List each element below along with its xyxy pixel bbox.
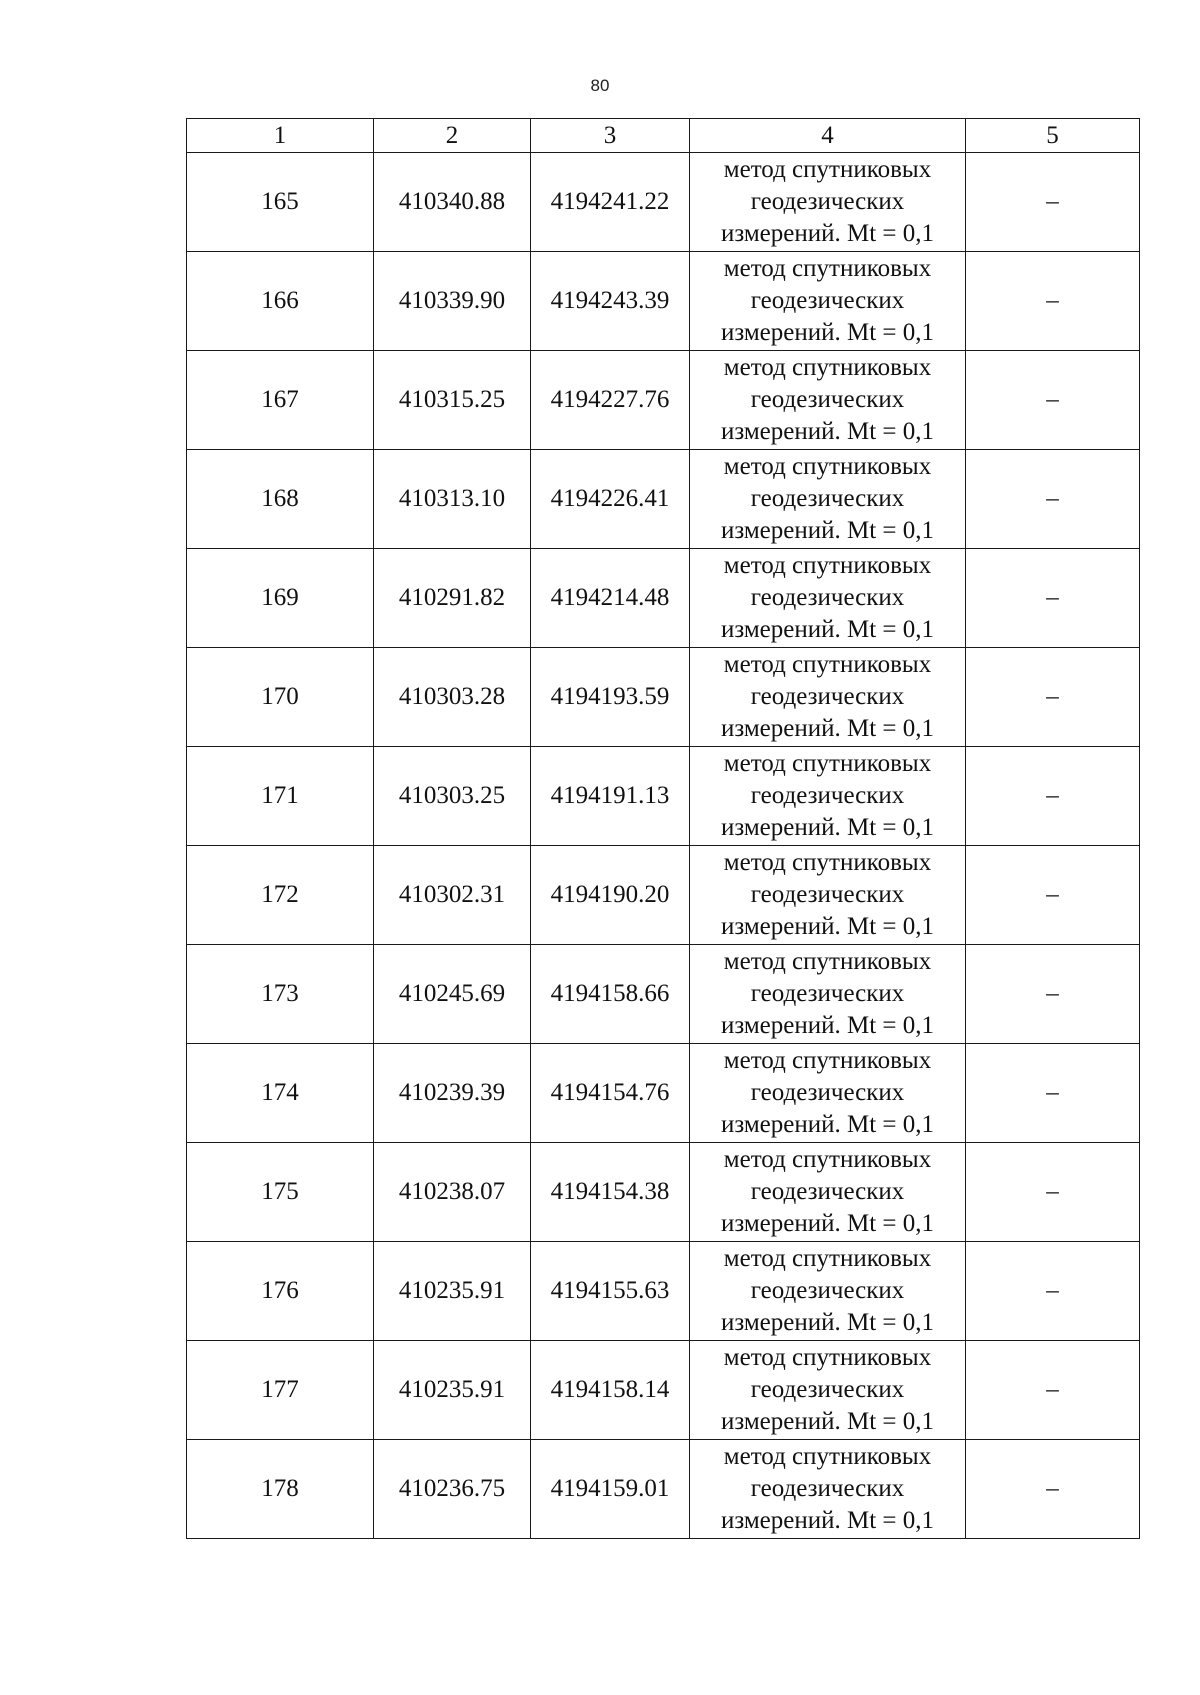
method-line: измерений. Mt = 0,1 bbox=[720, 616, 935, 643]
method-line: геодезических bbox=[750, 386, 905, 413]
x-coordinate-cell: 410245.69 bbox=[374, 945, 531, 1044]
note-cell: – bbox=[966, 945, 1140, 1044]
method-cell bbox=[690, 549, 966, 648]
table-row bbox=[187, 1143, 1140, 1242]
y-coordinate-cell: 4194191.13 bbox=[531, 747, 690, 846]
method-line: метод спутниковых bbox=[723, 750, 932, 777]
coordinates-table bbox=[186, 118, 1140, 1539]
method-cell bbox=[690, 1440, 966, 1539]
method-line: измерений. Mt = 0,1 bbox=[720, 1408, 935, 1435]
column-header-2: 2 bbox=[374, 119, 531, 153]
table-row bbox=[187, 1242, 1140, 1341]
page-number: 80 bbox=[590, 76, 610, 95]
point-number-cell: 175 bbox=[187, 1143, 374, 1242]
method-cell bbox=[690, 153, 966, 252]
y-coordinate-cell: 4194193.59 bbox=[531, 648, 690, 747]
note-cell: – bbox=[966, 1440, 1140, 1539]
method-line: измерений. Mt = 0,1 bbox=[720, 220, 935, 247]
column-header-4: 4 bbox=[690, 119, 966, 153]
table-row bbox=[187, 153, 1140, 252]
method-cell bbox=[690, 1341, 966, 1440]
method-line: измерений. Mt = 0,1 bbox=[720, 319, 935, 346]
method-cell bbox=[690, 1143, 966, 1242]
method-line: метод спутниковых bbox=[723, 651, 932, 678]
method-line: геодезических bbox=[750, 1079, 905, 1106]
method-cell bbox=[690, 450, 966, 549]
method-line: метод спутниковых bbox=[723, 354, 932, 381]
note-cell: – bbox=[966, 252, 1140, 351]
point-number-cell: 177 bbox=[187, 1341, 374, 1440]
note-cell: – bbox=[966, 549, 1140, 648]
y-coordinate-cell: 4194158.66 bbox=[531, 945, 690, 1044]
method-line: измерений. Mt = 0,1 bbox=[720, 517, 935, 544]
note-cell: – bbox=[966, 351, 1140, 450]
x-coordinate-cell: 410291.82 bbox=[374, 549, 531, 648]
note-cell: – bbox=[966, 648, 1140, 747]
method-line: измерений. Mt = 0,1 bbox=[720, 1111, 935, 1138]
method-line: метод спутниковых bbox=[723, 1047, 932, 1074]
method-line: измерений. Mt = 0,1 bbox=[720, 1507, 935, 1534]
method-line: метод спутниковых bbox=[723, 453, 932, 480]
method-line: измерений. Mt = 0,1 bbox=[720, 1210, 935, 1237]
method-line: метод спутниковых bbox=[723, 948, 932, 975]
point-number-cell: 172 bbox=[187, 846, 374, 945]
y-coordinate-cell: 4194159.01 bbox=[531, 1440, 690, 1539]
y-coordinate-cell: 4194155.63 bbox=[531, 1242, 690, 1341]
point-number-cell: 165 bbox=[187, 153, 374, 252]
method-line: геодезических bbox=[750, 782, 905, 809]
x-coordinate-cell: 410315.25 bbox=[374, 351, 531, 450]
method-line: метод спутниковых bbox=[723, 1443, 932, 1470]
point-number-cell: 167 bbox=[187, 351, 374, 450]
note-cell: – bbox=[966, 1143, 1140, 1242]
table-row bbox=[187, 945, 1140, 1044]
note-cell: – bbox=[966, 153, 1140, 252]
table-body bbox=[187, 153, 1140, 1539]
method-cell bbox=[690, 252, 966, 351]
method-line: геодезических bbox=[750, 485, 905, 512]
method-line: метод спутниковых bbox=[723, 255, 932, 282]
method-line: геодезических bbox=[750, 584, 905, 611]
method-line: геодезических bbox=[750, 683, 905, 710]
table-row bbox=[187, 747, 1140, 846]
x-coordinate-cell: 410236.75 bbox=[374, 1440, 531, 1539]
note-cell: – bbox=[966, 1044, 1140, 1143]
column-header-3: 3 bbox=[531, 119, 690, 153]
note-cell: – bbox=[966, 846, 1140, 945]
point-number-cell: 169 bbox=[187, 549, 374, 648]
table-row bbox=[187, 1044, 1140, 1143]
method-cell bbox=[690, 1044, 966, 1143]
point-number-cell: 176 bbox=[187, 1242, 374, 1341]
method-line: измерений. Mt = 0,1 bbox=[720, 1012, 935, 1039]
method-line: метод спутниковых bbox=[723, 849, 932, 876]
method-cell bbox=[690, 351, 966, 450]
x-coordinate-cell: 410313.10 bbox=[374, 450, 531, 549]
point-number-cell: 170 bbox=[187, 648, 374, 747]
x-coordinate-cell: 410239.39 bbox=[374, 1044, 531, 1143]
column-header-5: 5 bbox=[966, 119, 1140, 153]
y-coordinate-cell: 4194154.38 bbox=[531, 1143, 690, 1242]
x-coordinate-cell: 410235.91 bbox=[374, 1341, 531, 1440]
method-line: геодезических bbox=[750, 1376, 905, 1403]
method-line: метод спутниковых bbox=[723, 1344, 932, 1371]
method-line: измерений. Mt = 0,1 bbox=[720, 715, 935, 742]
method-line: метод спутниковых bbox=[723, 1245, 932, 1272]
method-cell bbox=[690, 1242, 966, 1341]
y-coordinate-cell: 4194154.76 bbox=[531, 1044, 690, 1143]
method-line: измерений. Mt = 0,1 bbox=[720, 1309, 935, 1336]
method-line: метод спутниковых bbox=[723, 1146, 932, 1173]
method-cell bbox=[690, 846, 966, 945]
y-coordinate-cell: 4194241.22 bbox=[531, 153, 690, 252]
table-row bbox=[187, 846, 1140, 945]
method-cell bbox=[690, 945, 966, 1044]
method-line: геодезических bbox=[750, 188, 905, 215]
method-line: измерений. Mt = 0,1 bbox=[720, 913, 935, 940]
column-header-1: 1 bbox=[187, 119, 374, 153]
point-number-cell: 166 bbox=[187, 252, 374, 351]
table-header bbox=[187, 119, 1140, 153]
point-number-cell: 171 bbox=[187, 747, 374, 846]
method-line: геодезических bbox=[750, 881, 905, 908]
x-coordinate-cell: 410303.25 bbox=[374, 747, 531, 846]
method-line: измерений. Mt = 0,1 bbox=[720, 814, 935, 841]
method-line: метод спутниковых bbox=[723, 552, 932, 579]
note-cell: – bbox=[966, 450, 1140, 549]
point-number-cell: 178 bbox=[187, 1440, 374, 1539]
method-line: геодезических bbox=[750, 1475, 905, 1502]
note-cell: – bbox=[966, 747, 1140, 846]
point-number-cell: 168 bbox=[187, 450, 374, 549]
table-row bbox=[187, 648, 1140, 747]
x-coordinate-cell: 410235.91 bbox=[374, 1242, 531, 1341]
table-row bbox=[187, 252, 1140, 351]
method-cell bbox=[690, 747, 966, 846]
x-coordinate-cell: 410340.88 bbox=[374, 153, 531, 252]
method-line: геодезических bbox=[750, 1277, 905, 1304]
point-number-cell: 174 bbox=[187, 1044, 374, 1143]
y-coordinate-cell: 4194227.76 bbox=[531, 351, 690, 450]
point-number-cell: 173 bbox=[187, 945, 374, 1044]
note-cell: – bbox=[966, 1242, 1140, 1341]
table-row bbox=[187, 351, 1140, 450]
y-coordinate-cell: 4194190.20 bbox=[531, 846, 690, 945]
header-row bbox=[187, 119, 1140, 153]
note-cell: – bbox=[966, 1341, 1140, 1440]
method-cell bbox=[690, 648, 966, 747]
x-coordinate-cell: 410302.31 bbox=[374, 846, 531, 945]
table-row bbox=[187, 549, 1140, 648]
method-line: геодезических bbox=[750, 1178, 905, 1205]
x-coordinate-cell: 410238.07 bbox=[374, 1143, 531, 1242]
y-coordinate-cell: 4194158.14 bbox=[531, 1341, 690, 1440]
method-line: геодезических bbox=[750, 287, 905, 314]
table-row bbox=[187, 1341, 1140, 1440]
y-coordinate-cell: 4194226.41 bbox=[531, 450, 690, 549]
y-coordinate-cell: 4194214.48 bbox=[531, 549, 690, 648]
x-coordinate-cell: 410303.28 bbox=[374, 648, 531, 747]
x-coordinate-cell: 410339.90 bbox=[374, 252, 531, 351]
method-line: метод спутниковых bbox=[723, 156, 932, 183]
table-row bbox=[187, 450, 1140, 549]
y-coordinate-cell: 4194243.39 bbox=[531, 252, 690, 351]
method-line: измерений. Mt = 0,1 bbox=[720, 418, 935, 445]
method-line: геодезических bbox=[750, 980, 905, 1007]
table-row bbox=[187, 1440, 1140, 1539]
